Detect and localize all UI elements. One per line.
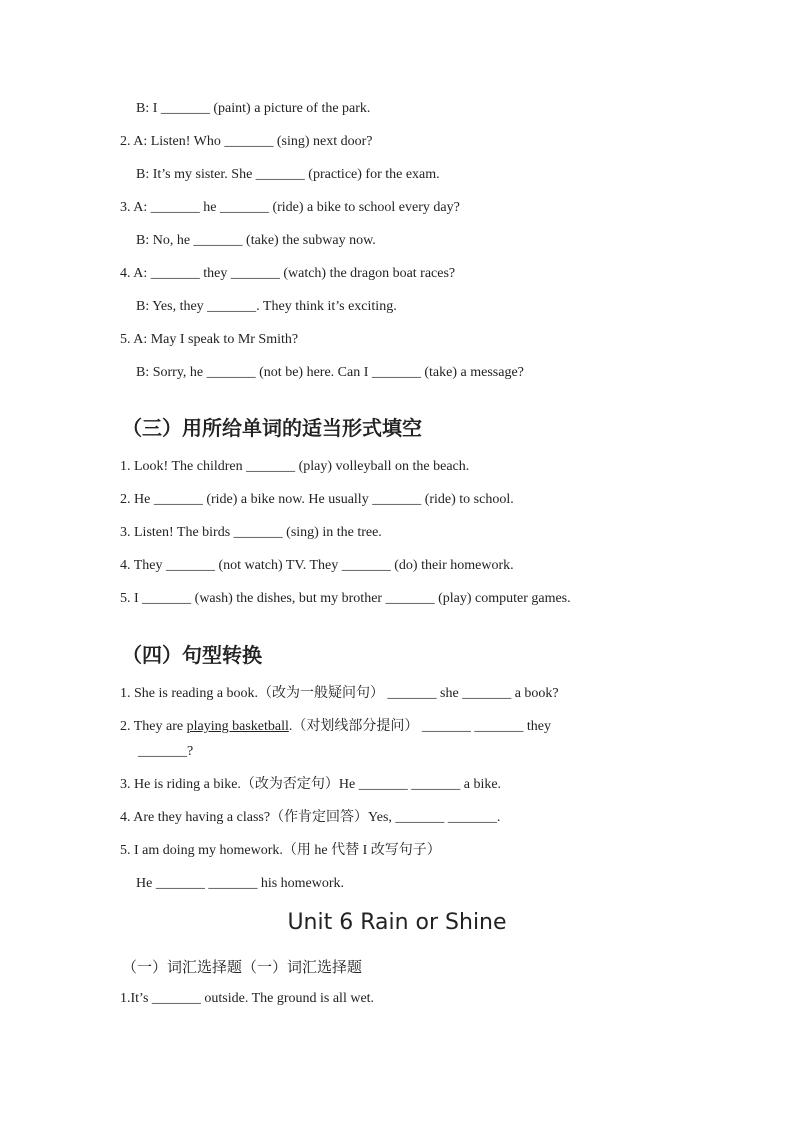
s2-line-2: 2. A: Listen! Who _______ (sing) next door? — [120, 134, 373, 149]
s3-line-4: 4. They _______ (not watch) TV. They _______ (do) their homework. — [120, 558, 514, 573]
section4-heading: （四）句型转换 — [122, 643, 262, 667]
s4-line-5: 5. I am doing my homework.（用 he 代替 I 改写句子） — [120, 843, 441, 858]
s4-line-2-cont: _______? — [138, 744, 194, 759]
s3-line-3: 3. Listen! The birds _______ (sing) in the tree. — [120, 525, 382, 540]
s4-line-5-cont: He _______ _______ his homework. — [136, 876, 345, 891]
unit-title: Unit 6 Rain or Shine — [287, 910, 507, 935]
section3-heading: （三）用所给单词的适当形式填空 — [122, 416, 422, 440]
s4-line-1: 1. She is reading a book.（改为一般疑问句） _______ she _______ a book? — [120, 686, 559, 701]
unit6-subheading: （一）词汇选择题（一）词汇选择题 — [122, 958, 363, 976]
s3-line-1: 1. Look! The children _______ (play) volleyball on the beach. — [120, 459, 470, 474]
s3-line-2: 2. He _______ (ride) a bike now. He usually _______ (ride) to school. — [120, 492, 514, 507]
s4-line-2-pre: 2. They are — [120, 719, 187, 734]
s2-line-5: B: No, he _______ (take) the subway now. — [136, 233, 376, 248]
s2-line-3: B: It’s my sister. She _______ (practice) for the exam. — [136, 167, 440, 182]
s4-line-2-underlined: playing basketball — [186, 719, 289, 734]
s3-line-5: 5. I _______ (wash) the dishes, but my brother _______ (play) computer games. — [120, 591, 571, 606]
s2-line-8: 5. A: May I speak to Mr Smith? — [120, 332, 299, 347]
unit6-q1: 1.It’s _______ outside. The ground is all wet. — [120, 991, 375, 1006]
s4-line-3: 3. He is riding a bike.（改为否定句）He _______ _______ a bike. — [120, 777, 502, 792]
s2-line-4: 3. A: _______ he _______ (ride) a bike to school every day? — [120, 200, 460, 215]
s4-line-2-post: .（对划线部分提问） _______ _______ they — [288, 719, 551, 734]
s2-line-9: B: Sorry, he _______ (not be) here. Can I _______ (take) a message? — [136, 365, 524, 380]
s2-line-6: 4. A: _______ they _______ (watch) the dragon boat races? — [120, 266, 456, 281]
s2-line-7: B: Yes, they _______. They think it’s exciting. — [136, 299, 397, 314]
s2-line-1: B: I _______ (paint) a picture of the park. — [136, 101, 371, 116]
s4-line-4: 4. Are they having a class?（作肯定回答）Yes, _______ _______. — [120, 810, 501, 825]
s4-line-2 — [120, 718, 551, 736]
